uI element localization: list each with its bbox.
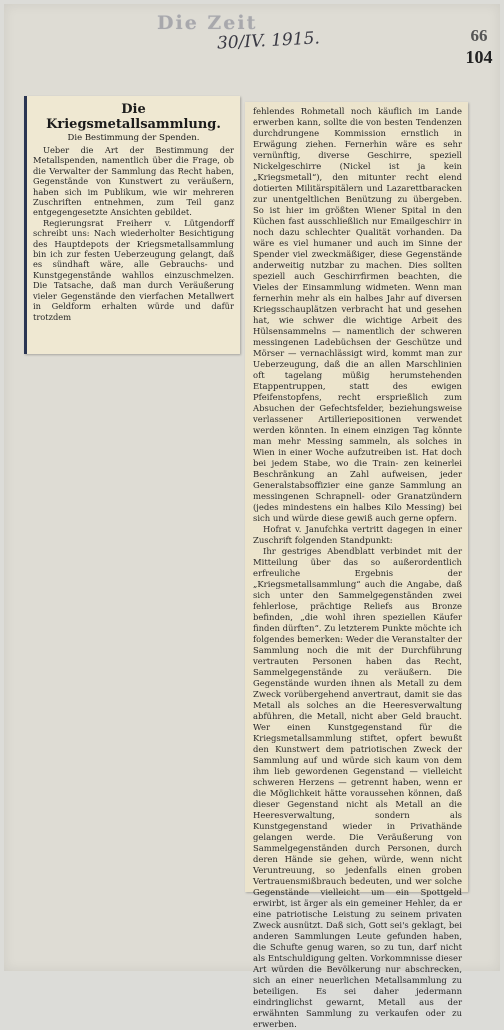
article-headline: Die Kriegsmetallsammlung. <box>46 102 221 132</box>
article-paragraph: fehlendes Rohmetall noch käuflich im Lande erwerben kann, sollte die von besten Tendenzen durchdrungene Kommission ernstlich in Erwägung ziehen. Fernerhin wäre es sehr vernünftig, diverse Geschirre, speziell Nickelgeschirre (Nickel ist ja kein „Kriegsmetall“), den mitunter recht elend dotierten Militärspitälern und Lazarettbaracken zur unentgeltlichen Benützung zu übergeben. So ist hier im größten Wiener Spital in den Küchen fast ausschließlich nur Emailgeschirr in noch dazu schlechter Qualität vorhanden. Da wäre es viel humaner und auch im Sinne der Spender viel zweckmäßiger, diese Gegenstände anderweitig nutzbar zu machen. Dies sollten speziell auch Geschirrfirmen beachten, die Vieles der Einsammlung widmeten. Wenn man fernerhin mehr als ein halbes Jahr auf diversen Kriegsschauplätzen verbracht hat und gesehen hat, wie schwer die wichtige Arbeit des Hülsensammelns — namentlich der schweren messingenen Ladebüchsen der Geschütze und Mörser — vernachlässigt wird, kommt man zur Ueberzeugung, daß die an allen Marschlinien oft tagelang müßig herumstehenden Etappentruppen, statt des ewigen Pfeifenstopfens, recht ersprießlich zum Absuchen der Gefechtsfelder, beziehungsweise verlassener Artilleriepositionen verwendet werden könnten. In einem einzigen Tag könnte man mehr Messing sammeln, als solches in Wien in einer Woche aufzutreiben ist. Hat doch bei jedem Stabe, wo die Train- zen keinerlei Beschränkung an Zahl aufweisen, jeder Generalstabsoffizier eine ganze Sammlung an messingenen Schrapnell- oder Granatzündern (jedes mindestens ein halbes Kilo Messing) bei sich und würde diese gewiß auch gerne opfern. <box>253 106 462 523</box>
article-paragraph: Regierungsrat Freiherr v. Lütgendorff schreibt uns: Nach wiederholter Besichtigung des Hauptdepots der Kriegsmetallsammlung bin ich zur festen Ueberzeugung gelangt, daß es sündhaft wäre, alle Gebrauchs- und Kunstgegenstände wahllos einzuschmelzen. Die Tatsache, daß man durch Veräußerung vieler Gegenstände den vierfachen Metallwert in Geldform erhalten würde und dafür trotzdem <box>33 217 234 322</box>
archive-page-numbers <box>459 26 499 68</box>
article-subheadline: Die Bestimmung der Spenden. <box>67 133 200 143</box>
article-paragraph: Ihr gestriges Abendblatt verbindet mit der Mitteilung über das so außerordentlich erfreuliche Ergebnis der „Kriegsmetallsammlung“ auch die Angabe, daß sich unter den Sammelgegenständen zwei fehlerlose, prächtige Reliefs aus Bronze befinden, „die wohl ihren speziellen Käufer finden dürften“. Zu letzterem Punkte möchte ich folgendes bemerken: Weder die Veranstalter der Sammlung noch die mit der Durchführung vertrauten Personen haben das Recht, Sammelgegenstände zu veräußern. Die Gegenstände wurden ihnen als Metall zu dem Zweck vorübergehend anvertraut, damit sie das Metall als solches an die Heeresverwaltung abführen, die Metall, nicht aber Geld braucht. Wer einen Kunstgegenstand für die Kriegsmetallsammlung stiftet, opfert bewußt den Kunstwert dem patriotischen Zweck der Sammlung auf und würde sich kaum von dem ihm lieb gewordenen Gegenstand — vielleicht schweren Herzens — getrennt haben, wenn er die Möglichkeit hätte voraussehen können, daß dieser Gegenstand nicht als Metall an die Heeresverwaltung, sondern als Kunstgegenstand wieder in Privathände gelangen werde. Die Veräußerung von Sammelgegenständen durch Personen, durch deren Hände sie gehen, würde, wenn nicht Veruntreuung, so jedenfalls einen groben Vertrauensmißbrauch bedeuten, und wer solche Gegenstände vielleicht um ein Spottgeld erwirbt, ist ärger als ein gemeiner Hehler, da er eine patriotische Leistung zu seinem privaten Zweck ausnützt. Daß sich, Gott sei's geklagt, bei anderen Sammlungen Leute gefunden haben, die Schufte genug waren, so zu tun, darf nicht als Entschuldigung gelten. Vorkommnisse dieser Art würden die Bevölkerung nur abschrecken, sich an einer neuerlichen Metallsammlung zu beteiligen. Es sei daher jedermann eindringlichst gewarnt, Metall aus der erwähnten Sammlung zu verkaufen oder zu erwerben. <box>253 546 462 1029</box>
newspaper-masthead: Die Zeit <box>157 12 258 34</box>
archive-number-current: 104 <box>465 47 493 67</box>
article-paragraph: Hofrat v. Janufchka vertritt dagegen in einer Zuschrift folgenden Standpunkt: <box>253 524 462 545</box>
handwritten-date: 30/IV. 1915. <box>216 28 321 54</box>
clipping-left-column <box>24 96 240 354</box>
archive-sheet <box>4 4 500 1029</box>
article-paragraph: Ueber die Art der Bestimmung der Metallspenden, namentlich über die Frage, ob die Verwalter der Sammlung das Recht haben, Gegenstände von Kunstwert zu veräußern, haben sich im Publikum, wie wir mehreren Zuschriften entnehmen, zum Teil ganz entgegengesetzte Ansichten gebildet. <box>33 145 234 218</box>
clipping-right-column <box>245 102 468 1029</box>
archive-number-old: 66 <box>470 26 488 45</box>
